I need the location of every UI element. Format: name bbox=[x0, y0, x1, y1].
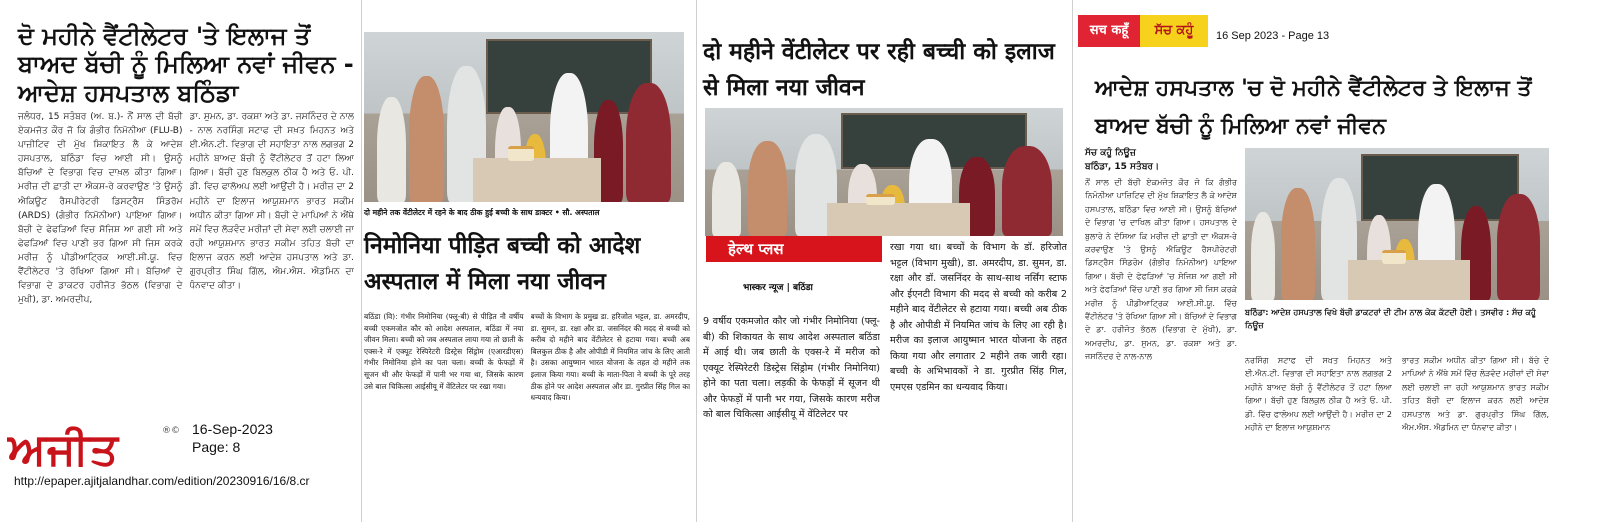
byline: ਸੱਚ ਕਹੂੰ ਨਿਊਜ਼ bbox=[1085, 148, 1136, 158]
article-column: 9 वर्षीय एकमजोत कौर जो गंभीर निमोनिया (फ्लू-बी) की शिकायत के साथ आदेश अस्पताल बठिंडा में आई थी। जब छाती के एक्स-रे में मरीज को एक्यूट रेस्पिरेटरी डिस्ट्रेस सिंड्रोम (गंभीर निमोनिया) होने का पता चला। लड़की के फेफड़ों में सूजन थी और फेफड़ों में पानी भर गया, जिसके कारण मरीज को बाल चिकित्सा आईसीयू में वेंटिलेटर पर bbox=[703, 316, 880, 420]
logo-hindi: सच कहूँ bbox=[1078, 15, 1140, 47]
article-column: ਭਾਰਤ ਸਕੀਮ ਅਧੀਨ ਕੀਤਾ ਗਿਆ ਸੀ। ਬੱਚੇ ਦੇ ਮਾਪਿਆਂ ਨੇ ਐਂਥੇ ਸਮੇਂ ਵਿੱਚ ਲੋੜਵੰਦ ਮਰੀਜ਼ਾਂ ਦੀ ਸੇਵਾ ਲਈ ਚਲਾਈ ਜਾ ਰਹੀ ਆਯੁਸ਼ਮਾਨ ਭਾਰਤ ਸਕੀਮ ਤਹਿਤ ਬੱਚੀ ਦਾ ਇਲਾਜ ਕਰਨ ਲਈ ਆਦੇਸ਼ ਹਸਪਤਾਲ ਅਤੇ ਡਾ. ਗੁਰਪ੍ਰੀਤ ਸਿੰਘ ਗਿੱਲ, ਐਮ.ਐਸ. ਐਡਮਿਨ ਦਾ ਧੰਨਵਾਦ ਕੀਤਾ। bbox=[1402, 356, 1549, 433]
byline: भास्कर न्यूज | बठिंडा bbox=[743, 283, 813, 293]
sach-kahoon-logo bbox=[1078, 15, 1208, 47]
table bbox=[473, 158, 601, 202]
article-body bbox=[1085, 176, 1237, 504]
article-column: बठिंडा (वि): गंभीर निमोनिया (फ्लू-बी) से पीड़ित नौ वर्षीय बच्ची एकमजोत कौर को आदेश अस्पताल, बठिंडा में नया जीवन मिला। बच्ची को जब अस्पताल लाया गया तो छाती के एक्स-रे में एक्यूट रेस्पिरेटरी डिस्ट्रेस सिंड्रोम (एआरडीएस) गंभीर निमोनिया होने का पता चला। बच्ची के फेफड़ों में सूजन थी और फेफड़ों में पानी भर गया था, जिसके कारण उसे बाल चिकित्सा आईसीयू में वेंटिलेटर पर रखा गया। bbox=[364, 312, 524, 391]
source-url[interactable]: http://epaper.ajitjalandhar.com/edition/20230916/16/8.cr bbox=[14, 474, 310, 488]
table bbox=[1348, 260, 1470, 300]
cake bbox=[866, 194, 895, 206]
headline: निमोनिया पीड़ित बच्ची को आदेश अस्पताल में मिला नया जीवन bbox=[364, 233, 641, 295]
registered-mark: ®© bbox=[162, 426, 180, 436]
clipping-sach-kahoon bbox=[1073, 0, 1600, 522]
cake bbox=[508, 146, 534, 161]
table bbox=[827, 203, 970, 236]
doctor-figure bbox=[1002, 146, 1052, 236]
doctor-figure bbox=[409, 76, 444, 202]
news-photo bbox=[1245, 148, 1549, 300]
article-column: ਨੌਂ ਸਾਲ ਦੀ ਬੱਚੀ ਏਕਮਜੋਤ ਕੌਰ ਜੋ ਕਿ ਗੰਭੀਰ ਨਿਮੋਨੀਆ ਪਾਜ਼ਿਟਿਵ ਦੀ ਮੁੱਖ ਸ਼ਿਕਾਇਤ ਲੈ ਕੇ ਆਦੇਸ਼ ਹਸਪਤਾਲ, ਬਠਿੰਡਾ ਵਿਚ ਆਈ ਸੀ। ਉਸਨੂੰ ਬੱਚਿਆਂ ਦੇ ਵਿਭਾਗ 'ਚ ਦਾਖਿਲ ਕੀਤਾ ਗਿਆ। ਹਸਪਤਾਲ ਦੇ ਬੁਲਾਰੇ ਨੇ ਦੱਸਿਆ ਕਿ ਮਰੀਜ਼ ਦੀ ਛਾਤੀ ਦਾ ਐਕਸ-ਰੇ ਕਰਵਾਉਣ 'ਤੇ ਉਸਨੂੰ ਐਕਿਊਟ ਰੈਸਪੀਰੇਟਰੀ ਡਿਸਟ੍ਰੈਸ ਸਿੰਡਰੋਮ (ਗੰਭੀਰ ਨਿਮੋਨੀਆ) ਪਾਇਆ ਗਿਆ। ਬੱਚੀ ਦੇ ਫੇਫੜਿਆਂ 'ਚ ਸੋਜਿਸ਼ ਆ ਗਈ ਸੀ ਅਤੇ ਫੇਫੜਿਆਂ ਵਿੱਚ ਪਾਣੀ ਭਰ ਗਿਆ ਸੀ ਜਿਸ ਕਰਕੇ ਮਰੀਜ਼ ਨੂੰ ਪੀਡੀਆਟ੍ਰਿਕ ਆਈ.ਸੀ.ਯੂ. ਵਿੱਚ ਵੈਂਟੀਲੇਟਰ 'ਤੇ ਰੱਖਿਆ ਗਿਆ ਸੀ। ਬੱਚਿਆਂ ਦੇ ਵਿਭਾਗ ਦੇ ਡਾ. ਹਰੀਜੋਤ ਭੱਠਲ (ਵਿਭਾਗ ਦੇ ਮੁੱਖੀ), ਡਾ. ਅਮਰਦੀਪ, ਡਾ. ਸੁਮਨ, ਡਾ. ਰਕਸ਼ਾ ਅਤੇ ਡਾ. ਜਸਨਿੰਦਰ ਦੇ ਨਾਲ-ਨਾਲ bbox=[1085, 178, 1237, 362]
clipping-bhaskar bbox=[697, 0, 1071, 522]
article-body bbox=[703, 236, 1067, 504]
doctor-figure bbox=[748, 141, 787, 236]
section-label-text: हेल्थ प्लस bbox=[728, 240, 784, 258]
article-body bbox=[1245, 354, 1549, 504]
photo-caption: ਬਠਿੰਡਾ: ਆਦੇਸ਼ ਹਸਪਤਾਲ ਵਿਖੇ ਬੱਚੀ ਡਾਕਟਰਾਂ ਦੀ ਟੀਮ ਨਾਲ ਕੇਕ ਕੱਟਦੀ ਹੋਈ। ਤਸਵੀਰ : ਸੱਚ ਕਹੂੰ ਨਿਊਜ਼ bbox=[1245, 308, 1536, 330]
edition-date: 16-Sep-2023 bbox=[192, 421, 273, 437]
doctor-figure bbox=[1251, 212, 1275, 300]
article-body bbox=[364, 311, 690, 507]
headline: ਆਦੇਸ਼ ਹਸਪਤਾਲ 'ਚ ਦੋ ਮਹੀਨੇ ਵੈਂਟੀਲੇਟਰ ਤੇ ਇਲਾਜ ਤੋਂ ਬਾਅਦ ਬੱਚੀ ਨੂੰ ਮਿਲਿਆ ਨਵਾਂ ਜੀਵਨ bbox=[1095, 76, 1532, 139]
doctor-figure bbox=[626, 83, 671, 202]
doctor-figure bbox=[377, 97, 406, 202]
clipping-hindi bbox=[362, 0, 695, 522]
article-column: रखा गया था। बच्चों के विभाग के डॉ. हरिजोत भट्टल (विभाग मुखी), डा. अमरदीप, डा. सुमन, डा. रक्षा और डॉ. जसनिंदर के साथ-साथ नर्सिंग स्टाफ और ईएनटी विभाग की मदद से बच्ची को करीब 2 महीने बाद वेंटीलेटर से हटाया गया। बच्ची अब ठीक है और ओपीडी में नियमित जांच के लिए आ रही है। मरीज का इलाज आयुष्मान भारत योजना के तहत किया गया और लगातार 2 महीने तक जारी रहा। बच्ची के अभिभावकों ने डा. गुरप्रीत सिंह गिल, एमएस एडमिन का धन्यवाद किया। bbox=[890, 242, 1067, 393]
article-column: ਡਾ. ਸੁਮਨ, ਡਾ. ਰਕਸ਼ਾ ਅਤੇ ਡਾ. ਜਸਨਿੰਦਰ ਦੇ ਨਾਲ - ਨਾਲ ਨਰਸਿੰਗ ਸਟਾਫ ਦੀ ਸਖ਼ਤ ਮਿਹਨਤ ਅਤੇ ਈ.ਐਨ.ਟੀ. ਵਿਭਾਗ ਦੀ ਸਹਾਇਤਾ ਨਾਲ ਲਗਭਗ 2 ਮਹੀਨੇ ਬਾਅਦ ਬੱਚੀ ਨੂੰ ਵੈਂਟੀਲੇਟਰ ਤੋਂ ਹਟਾ ਲਿਆ ਗਿਆ। ਬੱਚੀ ਹੁਣ ਬਿਲਕੁਲ ਠੀਕ ਹੈ ਅਤੇ ਓ. ਪੀ. ਡੀ. ਵਿਚ ਫਾਲੋਅਪ ਲਈ ਆਉਂਦੀ ਹੈ। ਮਰੀਜ਼ ਦਾ 2 ਮਹੀਨੇ ਦਾ ਇਲਾਜ ਆਯੁਸ਼ਮਾਨ ਭਾਰਤ ਸਕੀਮ ਅਧੀਨ ਕੀਤਾ ਗਿਆ ਸੀ। ਬੱਚੀ ਦੇ ਮਾਪਿਆਂ ਨੇ ਐਂਥੇ ਸਮੇਂ ਵਿਚ ਲੋੜਵੰਦ ਮਰੀਜ਼ਾਂ ਦੀ ਸੇਵਾ ਲਈ ਚਲਾਈ ਜਾ ਰਹੀ ਆਯੁਸ਼ਮਾਨ ਭਾਰਤ ਸਕੀਮ ਤਹਿਤ ਬੱਚੀ ਦਾ ਇਲਾਜ ਕਰਨ ਲਈ ਆਦੇਸ਼ ਹਸਪਤਾਲ ਅਤੇ ਡਾ. ਗੁਰਪ੍ਰੀਤ ਸਿੰਘ ਗਿੱਲ, ਐਮ.ਐਸ. ਐਡਮਿਨ ਦਾ ਧੰਨਵਾਦ ਕੀਤਾ। bbox=[189, 112, 354, 292]
article-column: ਜਲੰਧਰ, 15 ਸਤੰਬਰ (ਅ. ਬ.)- ਨੌਂ ਸਾਲ ਦੀ ਬੱਚੀ ਏਕਮਜੋਤ ਕੌਰ ਜੋ ਕਿ ਗੰਭੀਰ ਨਿਮੋਨੀਆ (FLU-B) ਪਾਜ਼ੀਟਿਵ ਦੀ ਮੁੱਖ ਸ਼ਿਕਾਇਤ ਲੈ ਕੇ ਆਦੇਸ਼ ਹਸਪਤਾਲ, ਬਠਿੰਡਾ ਵਿਚ ਆਈ ਸੀ। ਉਸਨੂੰ ਬੱਚਿਆਂ ਦੇ ਵਿਭਾਗ ਵਿਚ ਦਾਖ਼ਲ ਕੀਤਾ ਗਿਆ। ਮਰੀਜ਼ ਦੀ ਛਾਤੀ ਦਾ ਐਕਸ-ਰੇ ਕਰਵਾਉਣ 'ਤੇ ਉਸਨੂੰ ਐਕਿਊਟ ਰੈਸਪੀਰੇਟਰੀ ਡਿਸਟ੍ਰੈਸ ਸਿੰਡਰੋਮ (ARDS) (ਗੰਭੀਰ ਨਿਮੋਨੀਆ) ਪਾਇਆ ਗਿਆ। ਬੱਚੀ ਦੇ ਫੇਫੜਿਆਂ ਵਿਚ ਸੋਜਿਸ਼ ਆ ਗਈ ਸੀ ਅਤੇ ਫੇਫੜਿਆਂ ਵਿਚ ਪਾਣੀ ਭਰ ਗਿਆ ਸੀ ਜਿਸ ਕਰਕੇ ਮਰੀਜ਼ ਨੂੰ ਪੀਡੀਆਟ੍ਰਿਕ ਆਈ.ਸੀ.ਯੂ. ਵਿਚ ਵੈਂਟੀਲੇਟਰ 'ਤੇ ਰੱਖਿਆ ਗਿਆ ਸੀ। ਬੱਚਿਆਂ ਦੇ ਵਿਭਾਗ ਦੇ ਡਾਕਟਰ ਹਰੀਜੋਤ ਭੱਠਲ (ਵਿਭਾਗ ਦੇ ਮੁਖੀ), ਡਾ. ਅਮਰਦੀਪ, bbox=[18, 112, 183, 306]
headline: ਦੋ ਮਹੀਨੇ ਵੈਂਟੀਲੇਟਰ 'ਤੇ ਇਲਾਜ ਤੋਂ ਬਾਅਦ ਬੱਚੀ ਨੂੰ ਮਿਲਿਆ ਨਵਾਂ ਜੀਵਨ - ਆਦੇਸ਼ ਹਸਪਤਾਲ ਬਠਿੰਡਾ bbox=[18, 22, 354, 107]
edition-date-page: 16 Sep 2023 - Page 13 bbox=[1216, 30, 1330, 42]
cake bbox=[1382, 250, 1406, 264]
doctor-figure bbox=[1281, 188, 1314, 300]
news-photo bbox=[705, 108, 1063, 236]
logo-punjabi: ਸੱਚ ਕਹੂੰ bbox=[1140, 15, 1208, 47]
doctor-figure bbox=[1497, 194, 1540, 300]
news-photo bbox=[364, 32, 684, 202]
photo-caption: दो महीने तक वेंटीलेटर में रहने के बाद ठीक हुई बच्ची के साथ डाक्टर • सौ. अस्पताल bbox=[364, 208, 600, 217]
article-column: बच्चों के विभाग के प्रमुख डा. हरिजोत भट्टल, डा. अमरदीप, डा. सुमन, डा. रक्षा और डा. जसनिंदर की मदद से बच्ची को करीब दो महीने बाद वेंटीलेटर से हटाया गया। बच्ची अब बिलकुल ठीक है और ओपीडी में नियमित जांच के लिए आती है। उसका आयुष्मान भारत योजना के तहत दो महीने तक इलाज किया गया। बच्ची के माता-पिता ने बच्ची के पूरे तरह ठीक होने पर आदेश अस्पताल और डा. गुरप्रीत सिंह गिल का धन्यवाद किया। bbox=[530, 312, 690, 403]
ajit-logo: ਅਜੀਤ bbox=[8, 424, 119, 475]
clipping-ajit bbox=[0, 0, 360, 522]
dateline: ਬਠਿੰਡਾ, 15 ਸਤੰਬਰ। bbox=[1085, 162, 1160, 172]
headline: दो महीने वेंटीलेटर पर रही बच्ची को इलाज से मिला नया जीवन bbox=[703, 39, 1055, 101]
article-body bbox=[18, 110, 354, 416]
page-number: Page: 8 bbox=[192, 439, 241, 455]
article-column: ਨਰਸਿੰਗ ਸਟਾਫ ਦੀ ਸਖ਼ਤ ਮਿਹਨਤ ਅਤੇ ਈ.ਐਨ.ਟੀ. ਵਿਭਾਗ ਦੀ ਸਹਾਇਤਾ ਨਾਲ ਲਗਭਗ 2 ਮਹੀਨੇ ਬਾਅਦ ਬੱਚੀ ਨੂੰ ਵੈਂਟੀਲੇਟਰ ਤੋਂ ਹਟਾ ਲਿਆ ਗਿਆ। ਬੱਚੀ ਹੁਣ ਬਿਲਕੁਲ ਠੀਕ ਹੈ ਅਤੇ ਓ. ਪੀ. ਡੀ. ਵਿੱਚ ਫਾਲੋਅਪ ਲਈ ਆਉਂਦੀ ਹੈ। ਮਰੀਜ਼ ਦਾ 2 ਮਹੀਨੇ ਦਾ ਇਲਾਜ ਆਯੁਸ਼ਮਾਨ bbox=[1245, 356, 1392, 433]
doctor-figure bbox=[712, 162, 741, 236]
